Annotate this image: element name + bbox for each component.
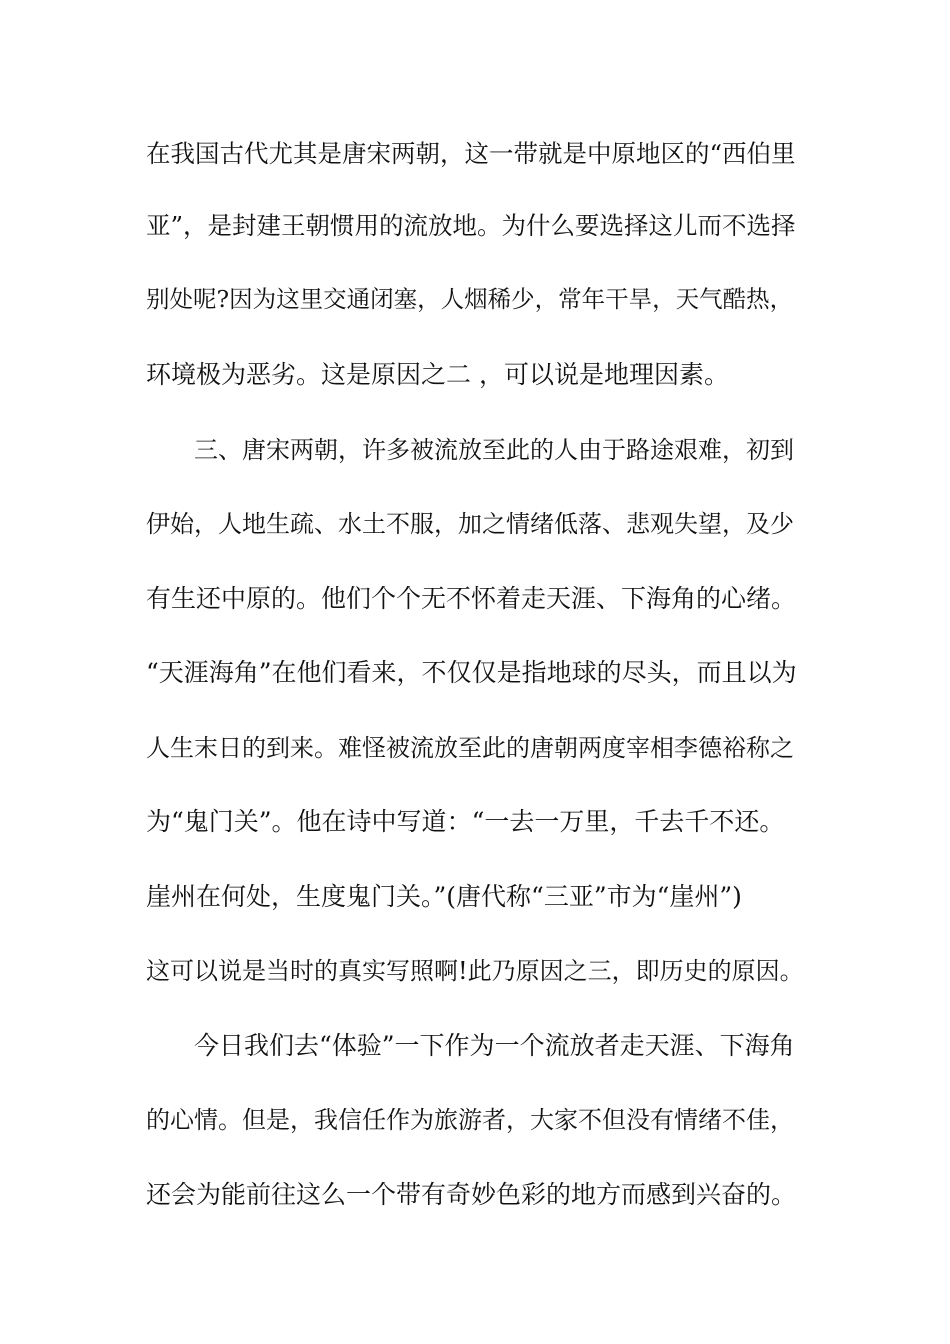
text-line: 这可以说是当时的真实写照啊!此乃原因之三，即历史的原因。 <box>146 957 804 985</box>
text-line: 别处呢?因为这里交通闭塞，人烟稀少，常年干旱，天气酷热， <box>146 285 794 313</box>
text-line: 的心情。但是，我信任作为旅游者，大家不但没有情绪不佳， <box>146 1106 794 1134</box>
text-line: 还会为能前往这么一个带有奇妙色彩的地方而感到兴奋的。 <box>146 1180 797 1209</box>
text-line: “天涯海角”在他们看来，不仅仅是指地球的尽头，而且以为 <box>146 658 797 687</box>
text-line: 有生还中原的。他们个个无不怀着走天涯、下海角的心绪。 <box>146 584 797 613</box>
text-line: 今日我们去“体验”一下作为一个流放者走天涯、下海角 <box>194 1031 795 1060</box>
text-line: 环境极为恶劣。这是原因之二 ，可以说是地理因素。 <box>146 360 729 389</box>
text-line: 在我国古代尤其是唐宋两朝，这一带就是中原地区的“西伯里 <box>146 139 796 168</box>
text-line: 为“鬼门关”。他在诗中写道：“一去一万里，千去千不还。 <box>146 807 785 836</box>
text-line: 伊始，人地生疏、水土不服，加之情绪低落、悲观失望，及少 <box>146 510 794 538</box>
text-line: 三、唐宋两朝，许多被流放至此的人由于路途艰难，初到 <box>194 436 794 464</box>
text-line: 人生末日的到来。难怪被流放至此的唐朝两度宰相李德裕称之 <box>146 734 794 762</box>
text-line: 亚”，是封建王朝惯用的流放地。为什么要选择这儿而不选择 <box>146 211 796 240</box>
text-line: 崖州在何处，生度鬼门关。”(唐代称“三亚”市为“崖州”) <box>146 882 742 911</box>
